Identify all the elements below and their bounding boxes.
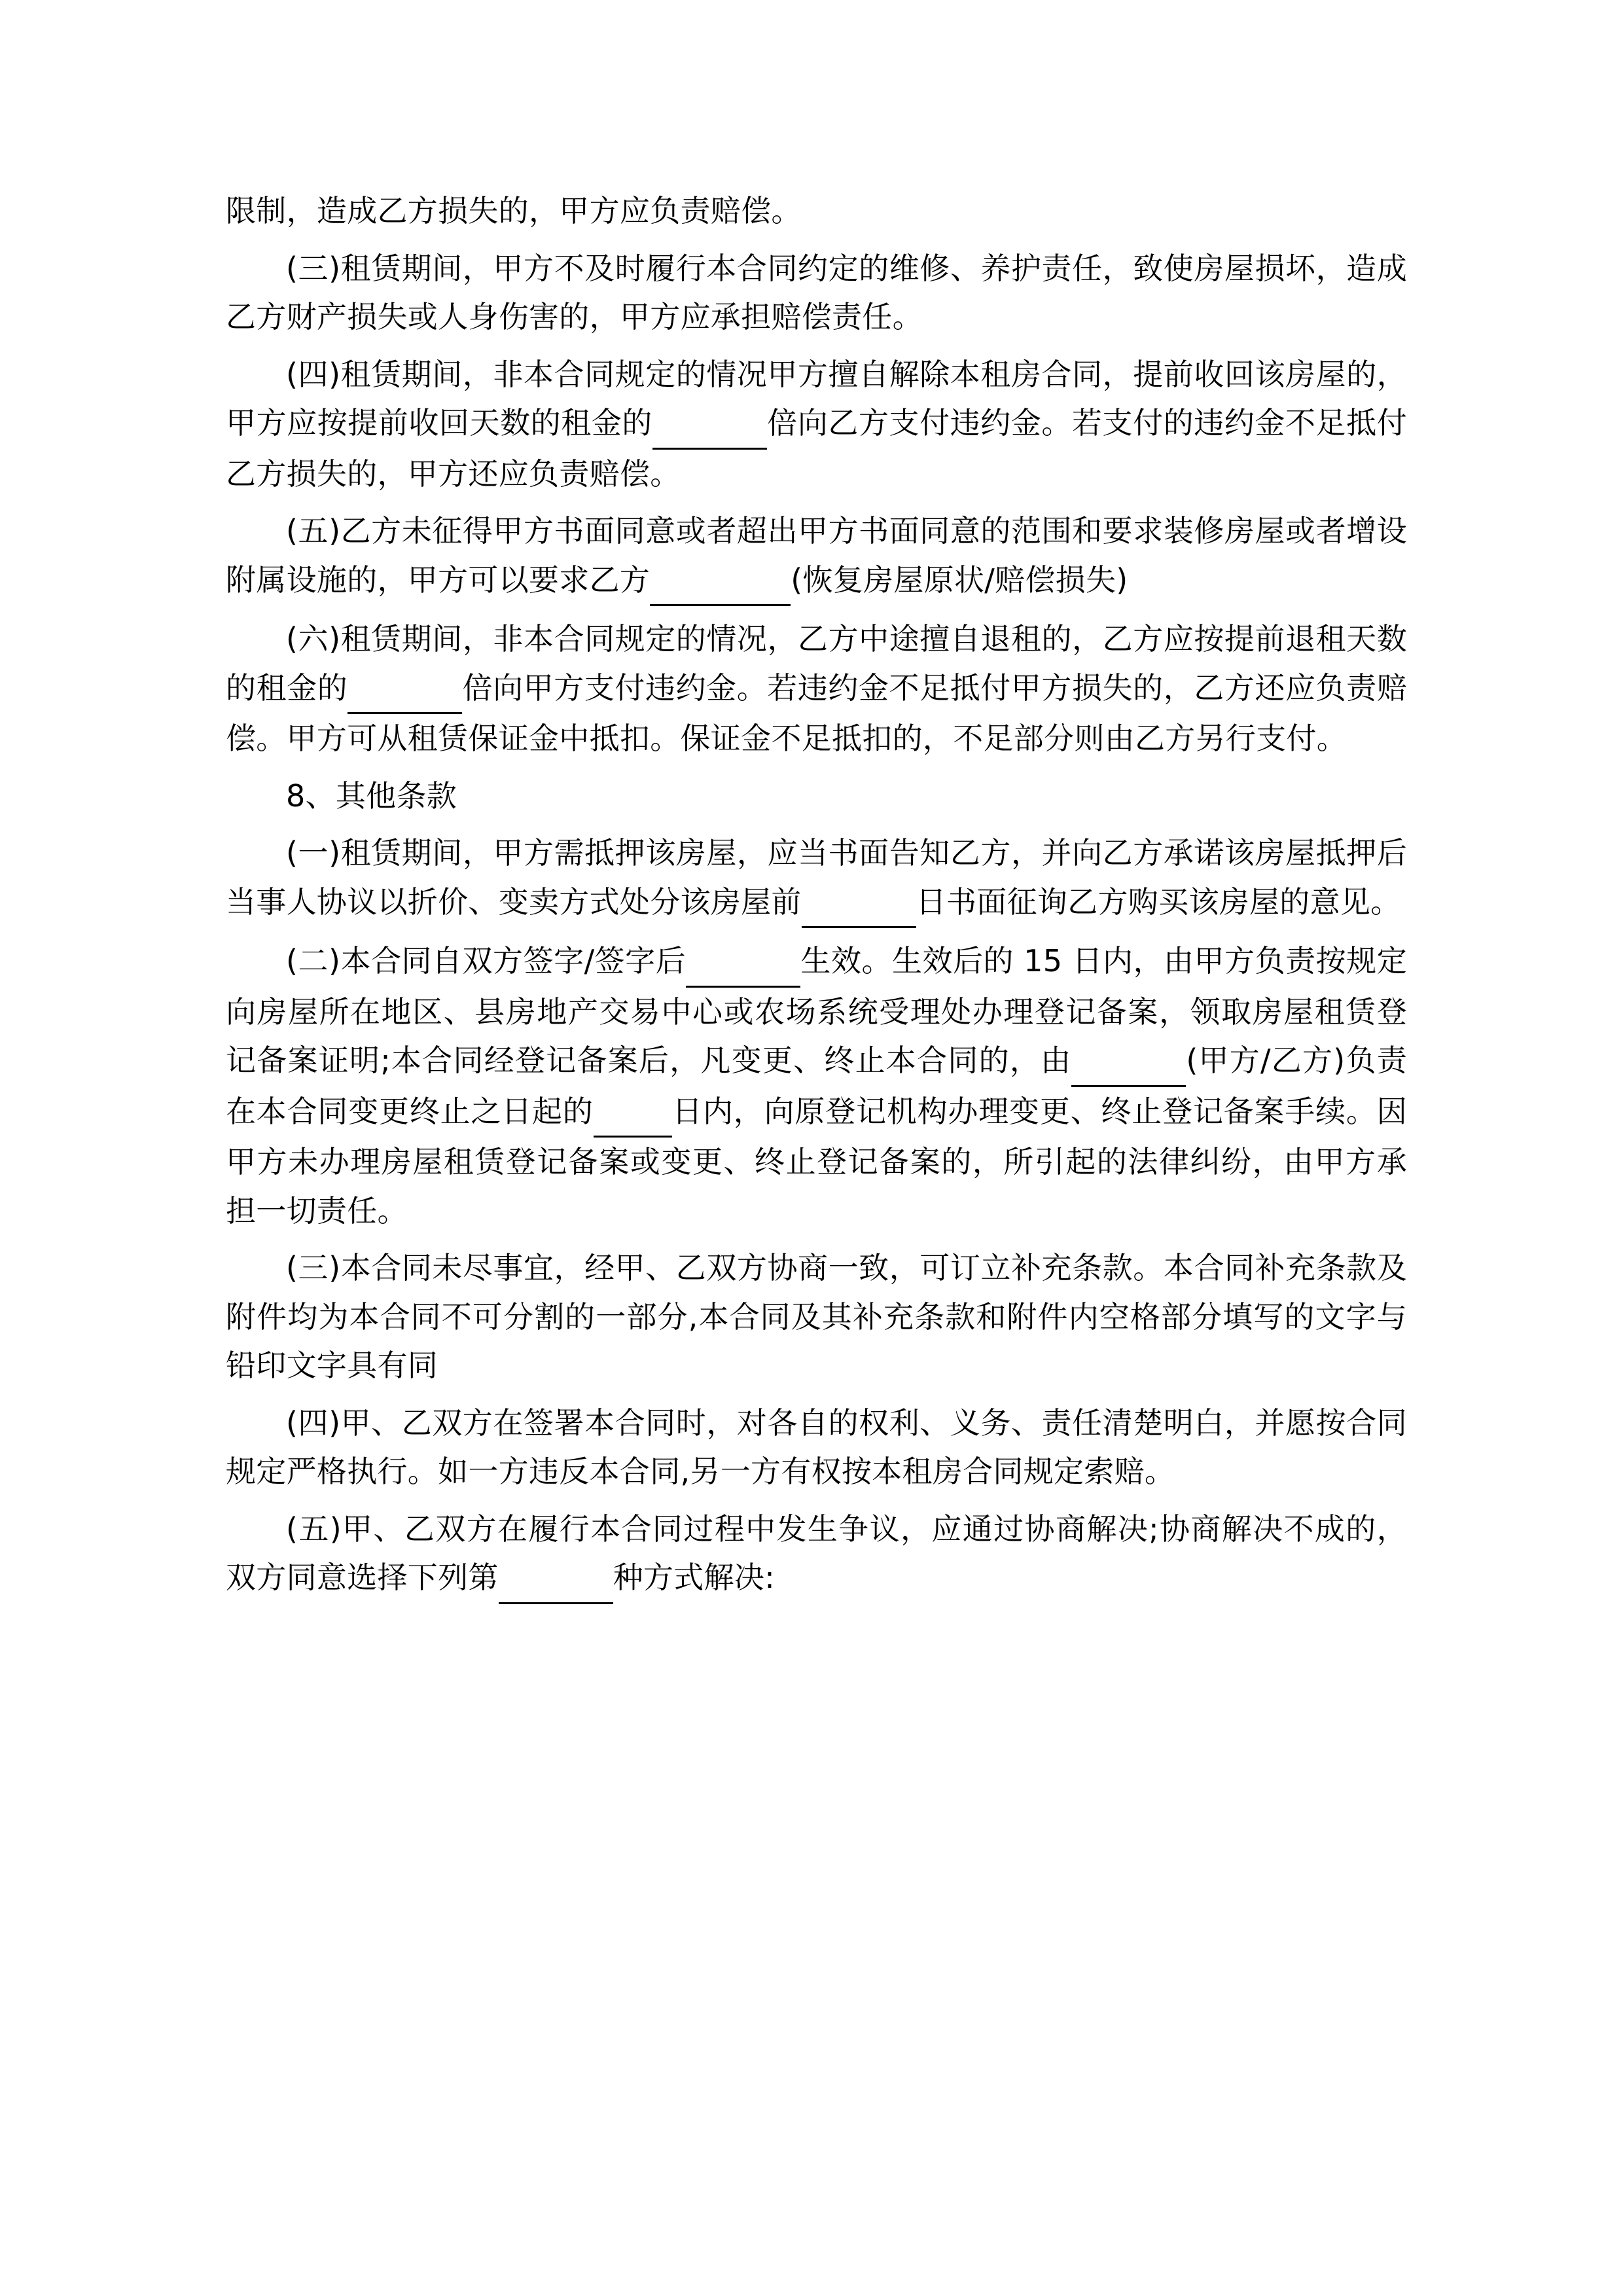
paragraph-text: (恢复房屋原状/赔偿损失) xyxy=(791,562,1128,598)
paragraph xyxy=(226,1399,1407,1496)
paragraph-text: 日内，向原登记机构办理变更、终止登记备案手续。因甲方未办理房屋租赁登记备案或变更、终止登记备案的，所引起的法律纠纷，由甲方承担一切责任。 xyxy=(226,1093,1407,1229)
fill-in-blank[interactable] xyxy=(652,399,767,450)
paragraph-text: (六)租赁期间，非本合同规定的情况，乙方中途擅自退租的，乙方应按提前退租天数的租金的 xyxy=(226,621,1407,706)
paragraph xyxy=(226,937,1407,1235)
fill-in-blank[interactable] xyxy=(348,664,462,715)
paragraph-text: (四)租赁期间，非本合同规定的情况甲方擅自解除本租房合同，提前收回该房屋的，甲方应按提前收回天数的租金的 xyxy=(226,356,1407,441)
document-body xyxy=(226,187,1407,1604)
fill-in-blank[interactable] xyxy=(499,1553,613,1604)
fill-in-blank[interactable] xyxy=(650,556,791,607)
paragraph-text: 种方式解决: xyxy=(613,1560,776,1596)
paragraph-text: (一)租赁期间，甲方需抵押该房屋，应当书面告知乙方，并向乙方承诺该房屋抵押后当事人协议以折价、变卖方式处分该房屋前 xyxy=(226,835,1407,920)
paragraph xyxy=(226,1244,1407,1390)
fill-in-blank[interactable] xyxy=(1071,1036,1186,1087)
paragraph xyxy=(226,829,1407,928)
fill-in-blank[interactable] xyxy=(802,878,916,929)
paragraph xyxy=(226,507,1407,606)
paragraph-text: 倍向甲方支付违约金。若违约金不足抵付甲方损失的，乙方还应负责赔偿。甲方可从租赁保证金中抵扣。保证金不足抵扣的，不足部分则由乙方另行支付。 xyxy=(226,670,1407,757)
paragraph-text: (二)本合同自双方签字/签字后 xyxy=(286,943,687,979)
paragraph-text: (五)乙方未征得甲方书面同意或者超出甲方书面同意的范围和要求装修房屋或者增设附属设施的，甲方可以要求乙方 xyxy=(226,513,1407,598)
paragraph-text: 8、其他条款 xyxy=(286,778,457,814)
paragraph-text: (甲方/乙方)负责在本合同变更终止之日起的 xyxy=(226,1043,1407,1129)
paragraph xyxy=(226,772,1407,821)
paragraph-text: (三)本合同未尽事宜，经甲、乙双方协商一致，可订立补充条款。本合同补充条款及附件均为本合同不可分割的一部分,本合同及其补充条款和附件内空格部分填写的文字与铅印文字具有同 xyxy=(226,1250,1407,1384)
paragraph-text: (四)甲、乙双方在签署本合同时，对各自的权利、义务、责任清楚明白，并愿按合同规定严格执行。如一方违反本合同,另一方有权按本租房合同规定索赔。 xyxy=(226,1405,1407,1490)
paragraph xyxy=(226,244,1407,342)
paragraph xyxy=(226,1505,1407,1604)
paragraph xyxy=(226,350,1407,499)
fill-in-blank[interactable] xyxy=(686,937,800,988)
paragraph xyxy=(226,187,1407,236)
paragraph-text: (五)甲、乙双方在履行本合同过程中发生争议，应通过协商解决;协商解决不成的，双方同意选择下列第 xyxy=(226,1511,1407,1596)
fill-in-blank[interactable] xyxy=(594,1087,672,1138)
paragraph-text: (三)租赁期间，甲方不及时履行本合同约定的维修、养护责任，致使房屋损坏，造成乙方财产损失或人身伤害的，甲方应承担赔偿责任。 xyxy=(226,250,1407,335)
paragraph-text: 日书面征询乙方购买该房屋的意见。 xyxy=(916,884,1401,920)
paragraph-text: 倍向乙方支付违约金。若支付的违约金不足抵付乙方损失的，甲方还应负责赔偿。 xyxy=(226,405,1407,492)
paragraph-text: 生效。生效后的 15 日内，由甲方负责按规定向房屋所在地区、县房地产交易中心或农场系统受理处办理登记备案，领取房屋租赁登记备案证明;本合同经登记备案后，凡变更、终止本合同的，由 xyxy=(226,943,1407,1079)
paragraph xyxy=(226,615,1407,763)
paragraph-text: 限制，造成乙方损失的，甲方应负责赔偿。 xyxy=(226,193,802,228)
